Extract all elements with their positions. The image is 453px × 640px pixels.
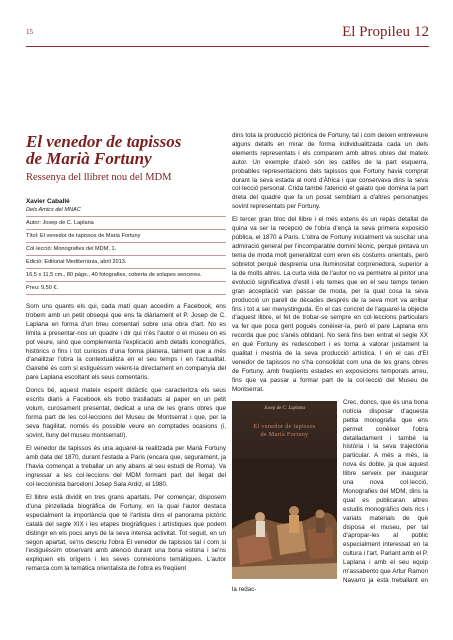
cover-title-line-1: El venedor de tapissos: [253, 422, 316, 430]
painting-illustration: [232, 459, 337, 579]
author-affiliation: Dels Amics del MNAC: [26, 207, 81, 213]
magazine-title: [342, 24, 429, 41]
info-row-edition: Edició: Editorial Mediterrània, abril 2013.: [26, 255, 226, 268]
issue-number: 12: [414, 24, 429, 40]
paragraph: El tercer gran bloc del llibre i el més extens és un repàs detallat de quina va ser la recepció de l'obra d'ençà la seva primera exposició pública, el 1870 a Paris. L'obra de Fortuny inicialment va suscitar una admiració general per l'incomparable domini tècnic, perquè pintava un tema de moda molt generalitzat com eren els costums orientals, però sobretot perquè desprenia una lluminositat corprenedora, superior a la de molts altres. La curta vida de l'autor no va permetre al pintor una evolució significativa d'estil i els temes que en el seu temps tenien gran acceptació van passar de moda, per la qual cosa la seva producció un parell de dècades després de la seva mort va arribar fins i tot a ser menystinguda. En el cas concret de l'aquarel·la objecte d'aquest llibre, el fet de trobar-se sempre en col·leccions particulars va fer que poca gent pogués conèixer-la, però el pare Laplana ens recorda que poc s'anés oblidant. No serà fins ben entrat el segle XX en què Fortuny és redescobert i es torna a valorar justament la qualitat i mestria de la seva producció artística. I en el cas d'El venedor de tapissos no s'ha consolidat com una de les grans obres de Fortuny, amb freqüents estades en exposicions temporals arreu, fins que va passar a formar part de la col·lecció del Museu de Montserrat.: [232, 216, 428, 393]
paragraph: Crec, doncs, que és una bona notícia disposar d'aquesta petita monografia que ens permet conèixer l'obra detalladament i també la història i la seva trajectòria particular. A més a més, la nova és doble, ja que aquest llibre serveix per inaugurar una nova col·lecció, Monografies del MDM, dins la qual es publicaran altres estudis monogràfics dels rics i variats materials de què disposa el museu, per tal d'apropar-les al públic especialment interessat en la cultura i l'art. Parlant amb el P. Laplana i amb el seu equip m'assabento que Artur Ramon Navarro ja està treballant en la redac-: [232, 398, 428, 593]
paragraph: Doncs bé, aquest mateix esperit didàctic que caracteritza els seus escrits diaris a Facebook els trobo traslladats al paper en un petit volum, curosament presentat, dedicat a una de les grans obres que forma part de les col·leccions del Museu de Montserrat i que, per la seva fragilitat, només és possible veure en comptades ocasions (i, sovint, lluny del museu montserratí).: [26, 387, 226, 439]
article-title-line-2: de Marià Fortuny: [26, 149, 152, 168]
info-row-format: 16,5 x 11,5 cm., 80 pàgs., 40 fotografies, coberta de solapes senceres.: [26, 268, 226, 281]
cover-author: Josep de C. Laplana: [263, 405, 306, 411]
right-column: [232, 132, 428, 599]
author-name: Xavier Caballé: [26, 198, 70, 205]
book-cover-image: [232, 401, 337, 579]
paragraph: dins tota la producció pictòrica de Fortuny, tal i com deixen entreveure alguns detalls en mirar de forma individualitzada cada un dels elements representats i els comparem amb altres obres del mateix autor. Un exemple d'això són les catifes de la part esquerra, probables representacions dels tapissos que Fortuny havia comprat durant la seva estada al nord d'Àfrica i que conservava dins la seva col·lecció personal. Crida també l'atenció el gaiato que domina la part dreta del quadre que fa un posat semblant a d'altres personatges sovint representats per Fortuny.: [232, 132, 428, 211]
cover-title-line-2: de Marià Fortuny: [260, 430, 309, 438]
info-row-price: Preu: 9,50 €.: [26, 281, 226, 295]
paragraph: El llibre està dividit en tres grans apartats. Per començar, disposem d'una pinzellada biogràfica de Fortuny, en la qual l'autor destaca especialment la importància que té l'artista dins el panorama pictòric català del segle XIX i les etapes biogràfiques i artístiques que podem distingir en els pocs anys de la seva intensa activitat. Tot seguit, en un segon apartat, se'ns descriu l'obra El venedor de tapissos tal i com si l'estiguéssim observant amb atenció durant una bona estona i se'ns expliquen els orígens i les seves connexions temàtiques. L'autor remarca com la temàtica orientalista de l'obra es freqüent: [26, 494, 226, 573]
header-rule: [26, 46, 429, 47]
article-title: [26, 133, 226, 167]
info-row-title: Títol: El venedor de tapissos de Marià Fortuny: [26, 229, 226, 242]
article-title-line-1: El venedor de tapissos: [26, 132, 182, 151]
info-row-author: Autor: Josep de C. Laplana: [26, 216, 226, 229]
page-number: 15: [26, 28, 33, 36]
magazine-name: El Propileu: [342, 24, 410, 40]
paragraph: Som uns quants els qui, cada matí quan accedim a Facebook, ens trobem amb un petit obsequi que ens fa diàriament el P. Josep de C. Laplana en forma d'un breu comentari sobre una obra d'art. No es limita a presentar-nos un quadre i dir qui n'és l'autor o el museu on es pot veure, sinó que complementa l'explicació amb detalls iconogràfics, històrics o fins i tot curiosos d'una forma planera, talment que a més d'analitzar l'obra la contextualitza en el seu temps i en l'actualitat. Gairebé és com si estiguéssim veient-la directament en companyia del pare Laplana escoltant els seus comentaris.: [26, 303, 226, 382]
info-row-collection: Col·lecció: Monografies del MDM, 1.: [26, 242, 226, 255]
cover-title: [236, 423, 333, 439]
left-column: [26, 133, 226, 578]
paragraph: El venedor de tapissos és una aquarel·la realitzada per Marià Fortuny amb data del 1870, durant l'estada a Paris (encara que, segurament, ja l'havia començat a treballar un any abans al seu estudi de Roma). Va ingressar a les col·leccions del MDM formant part del llegat del col·leccionista barceloní Josep Sala Ardiz, el 1980.: [26, 445, 226, 488]
book-info-table: [26, 216, 226, 295]
article-subtitle: Ressenya del llibret nou del MDM: [26, 172, 172, 183]
